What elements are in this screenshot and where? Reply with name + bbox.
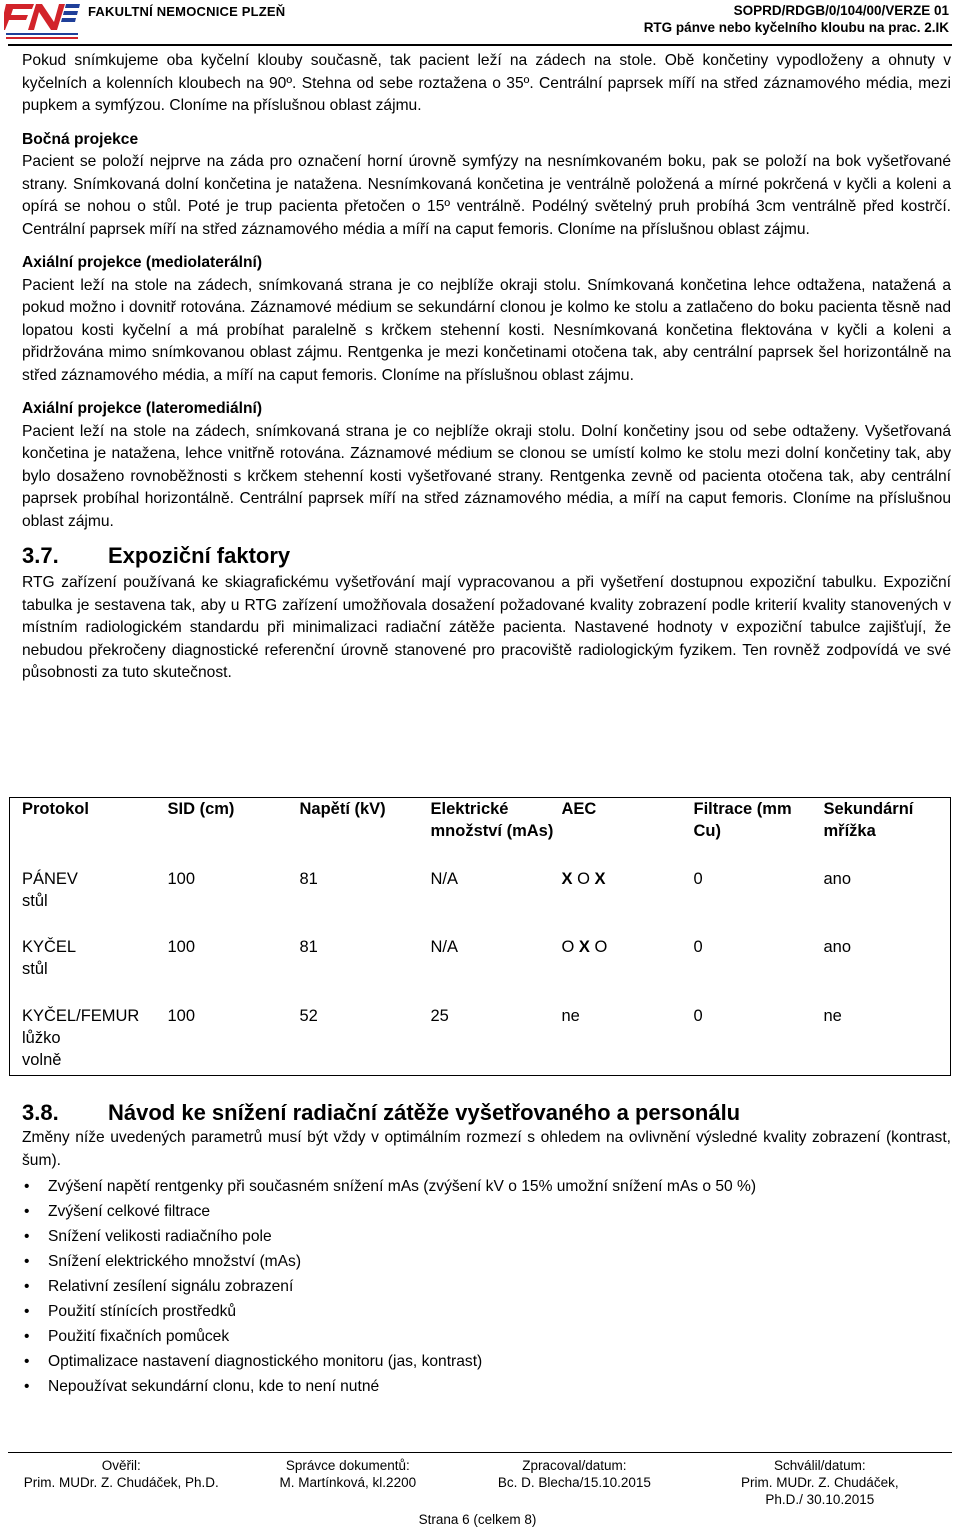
section-text: Pacient leží na stole na zádech, snímkovaná strana je co nejblíže okraji stolu. Dolní končetiny jsou od sebe odtaženy. Vyšetřovaná končetina je natažena, lehce vnitřně rotována. Záznamové médium se clonou se umístí kolmo ke stolu mezi dolní končetiny tak, aby bylo dosaženo rovnoběžnosti s krčkem stehenní kosti vyšetřované strany. Rentgenka zevně od pacienta otočena tak, aby centrální paprsek probíhal horizontálně. Centrální paprsek míří na střed záznamového média, a míří na caput femoris. Cloníme na příslušnou oblast zájmu. — [22, 422, 951, 530]
section-3-8-text: Změny níže uvedených parametrů musí být vždy v optimálním rozmezí s ohledem na ovlivnění výsledné kvality zobrazení (kontrast, šum). — [22, 1129, 951, 1169]
table-header-cell: Protokol — [22, 800, 89, 818]
table-row — [10, 1005, 951, 1076]
list-item: • Zvýšení celkové filtrace — [48, 1199, 951, 1224]
filter-cell: 0 — [693, 870, 703, 889]
sid-cell: 100 — [167, 938, 196, 957]
page-footer — [8, 1452, 952, 1509]
protocol-line: stůl — [22, 892, 48, 911]
footer-cell — [688, 1453, 952, 1510]
mas-cell: N/A — [430, 870, 459, 889]
footer-label: Zpracoval/datum: — [522, 1458, 627, 1473]
table-header-cell: Napětí (kV) — [299, 800, 386, 818]
header-rule — [8, 44, 952, 46]
table-body — [10, 868, 951, 1075]
protocol-line: KYČEL — [22, 938, 77, 957]
protocol-line: volně — [22, 1050, 62, 1069]
aec-cell — [562, 936, 694, 1004]
section-3-7-text: RTG zařízení používaná ke skiagrafickému vyšetřování mají vypracovanou a při vyšetření dostupnou expoziční tabulku. Expoziční tabulka je sestavena tak, aby u RTG zařízení umožňovala dosažení požadované kvality zobrazení podle kriterií kvality stanovených v místním radiologickém standardu při minimalizaci radiační zátěže pacienta. Nastavené hodnoty v expoziční tabulce zajišťují, že nebudou překročeny diagnostické referenční úrovně stanovené pro pracoviště radiologickým fyzikem. Ten rovněž zodpovídá ve své působnosti za tuto skutečnost. — [22, 574, 951, 681]
table-header-cell: SID (cm) — [167, 800, 235, 818]
protocol-line: lůžko — [22, 1028, 61, 1047]
org-name: FAKULTNÍ NEMOCNICE PLZEŇ — [88, 4, 286, 19]
aec-segment: O — [589, 938, 608, 957]
list-item: • Zvýšení napětí rentgenky při současném snížení mAs (zvýšení kV o 15% umožní snížení mAs o 50 %) — [48, 1174, 951, 1199]
aec-segment: O — [561, 938, 579, 957]
list-item: • Snížení velikosti radiačního pole — [48, 1224, 951, 1249]
footer-label: Ověřil: — [101, 1458, 141, 1473]
list-item: • Nepoužívat sekundární clonu, kde to není nutné — [48, 1374, 951, 1399]
footer-value: Prim. MUDr. Z. Chudáček, Ph.D./ 30.10.2015 — [741, 1475, 899, 1507]
document-id — [644, 2, 949, 36]
list-item: • Snížení elektrického množství (mAs) — [48, 1249, 951, 1274]
page-header — [0, 0, 960, 44]
table-row — [10, 936, 951, 1004]
mas-cell: 25 — [430, 1006, 449, 1025]
protocol-cell — [10, 936, 168, 1004]
sid-cell: 100 — [167, 1006, 196, 1025]
table-row — [10, 868, 951, 936]
section-title: Expoziční faktory — [108, 543, 291, 568]
section-number: 3.7. — [22, 543, 59, 568]
footer-cell — [8, 1453, 235, 1510]
mas-cell: N/A — [430, 938, 459, 957]
page-number: Strana 6 (celkem 8) — [418, 1512, 537, 1527]
table-header-cell: AEC — [561, 800, 597, 818]
sid-cell: 100 — [167, 870, 196, 889]
section-axial-mediolateral — [22, 252, 951, 387]
section-heading: Axiální projekce (lateromediální) — [22, 400, 263, 417]
section-lateral — [22, 129, 951, 242]
aec-segment: X — [594, 870, 606, 889]
doc-title: RTG pánve nebo kyčelního kloubu na prac. 2.IK — [643, 20, 949, 35]
fn-plzen-logo-icon — [4, 2, 82, 42]
list-item: • Relativní zesílení signálu zobrazení — [48, 1274, 951, 1299]
approval-table — [8, 1452, 952, 1509]
footer-cell — [461, 1453, 688, 1510]
aec-cell — [562, 1005, 694, 1076]
footer-value: Bc. D. Blecha/15.10.2015 — [497, 1475, 651, 1490]
table-header-cell: Elektrické množství (mAs) — [430, 800, 554, 840]
footer-label: Správce dokumentů: — [285, 1458, 410, 1473]
list-item: • Použití stínících prostředků — [48, 1299, 951, 1324]
footer-label: Schválil/datum: — [774, 1458, 866, 1473]
document-body — [22, 50, 951, 685]
table-header-row — [10, 798, 951, 869]
document-body-lower — [22, 1099, 951, 1399]
footer-value: M. Martínková, kl.2200 — [279, 1475, 417, 1490]
section-title: Návod ke snížení radiační zátěže vyšetřovaného a personálu — [108, 1100, 741, 1125]
list-item: • Optimalizace nastavení diagnostického monitoru (jas, kontrast) — [48, 1349, 951, 1374]
doc-code: SOPRD/RDGB/0/104/00/VERZE 01 — [733, 3, 949, 18]
dose-reduction-list — [22, 1174, 951, 1399]
aec-segment: X — [561, 870, 573, 889]
protocol-line: PÁNEV — [22, 870, 78, 889]
protocol-cell — [10, 1005, 168, 1076]
section-heading-3-8 — [22, 1099, 951, 1127]
section-number: 3.8. — [22, 1100, 59, 1125]
table-header-cell: Filtrace (mm Cu) — [693, 800, 792, 840]
intro-paragraph: Pokud snímkujeme oba kyčelní klouby současně, tak pacient leží na zádech na stole. Obě končetiny vypodloženy a ohnuty v kyčelních a kolenních kloubech na 90º. Stehna od sebe roztažena o 35º. Centrální paprsek míří na střed záznamového média, mezi pupkem a symfýzou. Cloníme na příslušnou oblast zájmu. — [22, 52, 951, 114]
exposure-table — [9, 797, 951, 1076]
aec-segment: ne — [561, 1006, 580, 1025]
list-item: • Použití fixačních pomůcek — [48, 1324, 951, 1349]
filter-cell: 0 — [693, 1006, 703, 1025]
grid-cell: ano — [823, 938, 852, 957]
section-axial-lateromedial — [22, 398, 951, 533]
table-header-cell: Sekundární mřížka — [823, 800, 914, 840]
aec-segment: X — [578, 938, 590, 957]
protocol-cell — [10, 868, 168, 936]
grid-cell: ne — [823, 1006, 842, 1025]
section-heading: Bočná projekce — [22, 130, 139, 148]
section-heading-3-7 — [22, 542, 951, 570]
filter-cell: 0 — [693, 938, 703, 957]
voltage-cell: 81 — [299, 938, 318, 957]
section-text: Pacient leží na stole na zádech, snímkovaná strana je co nejblíže okraji stolu. Snímkovaná končetina lehce odtažena, natažená a pokud možno i dovnitř rotována. Záznamové médium se sekundární clonou je kolmo ke stolu a zatlačeno do boku pacienta těsně nad lopatou kosti kyčelní a má probíhat paralelně s krčkem stehenní kosti. Nesnímkovaná končetina flektována v kyčli a koleni a přidržována mimo snímkovanou oblast zájmu. Rentgenka je mezi končetinami otočena tak, aby centrální paprsek šel horizontálně na střed záznamového média, a míří na caput femoris. Cloníme na příslušnou oblast zájmu. — [22, 276, 951, 384]
section-text: Pacient se položí nejprve na záda pro označení horní úrovně symfýzy na nesnímkovaném boku, pak se položí na bok vyšetřované strany. Snímkovaná dolní končetina je natažena. Nesnímkovaná končetina je ventrálně položená a mírné pokrčená v kyčli a koleni a opírá se nohou o stůl. Poté je trup pacienta přetočen o 15º ventrálně. Podélný světelný pruh probíhá 3cm ventrálně před kostrčí. Centrální paprsek míří na střed záznamového média a míří na caput femoris. Cloníme na příslušnou oblast zájmu. — [22, 153, 951, 238]
protocol-line: stůl — [22, 960, 48, 979]
voltage-cell: 52 — [299, 1006, 318, 1025]
protocol-line: KYČEL/FEMUR — [22, 1006, 140, 1025]
section-heading: Axiální projekce (mediolaterální) — [22, 254, 263, 271]
footer-value: Prim. MUDr. Z. Chudáček, Ph.D. — [23, 1475, 219, 1490]
voltage-cell: 81 — [299, 870, 318, 889]
footer-cell — [235, 1453, 462, 1510]
grid-cell: ano — [823, 870, 852, 889]
aec-cell — [562, 868, 694, 936]
aec-segment: O — [572, 870, 595, 889]
